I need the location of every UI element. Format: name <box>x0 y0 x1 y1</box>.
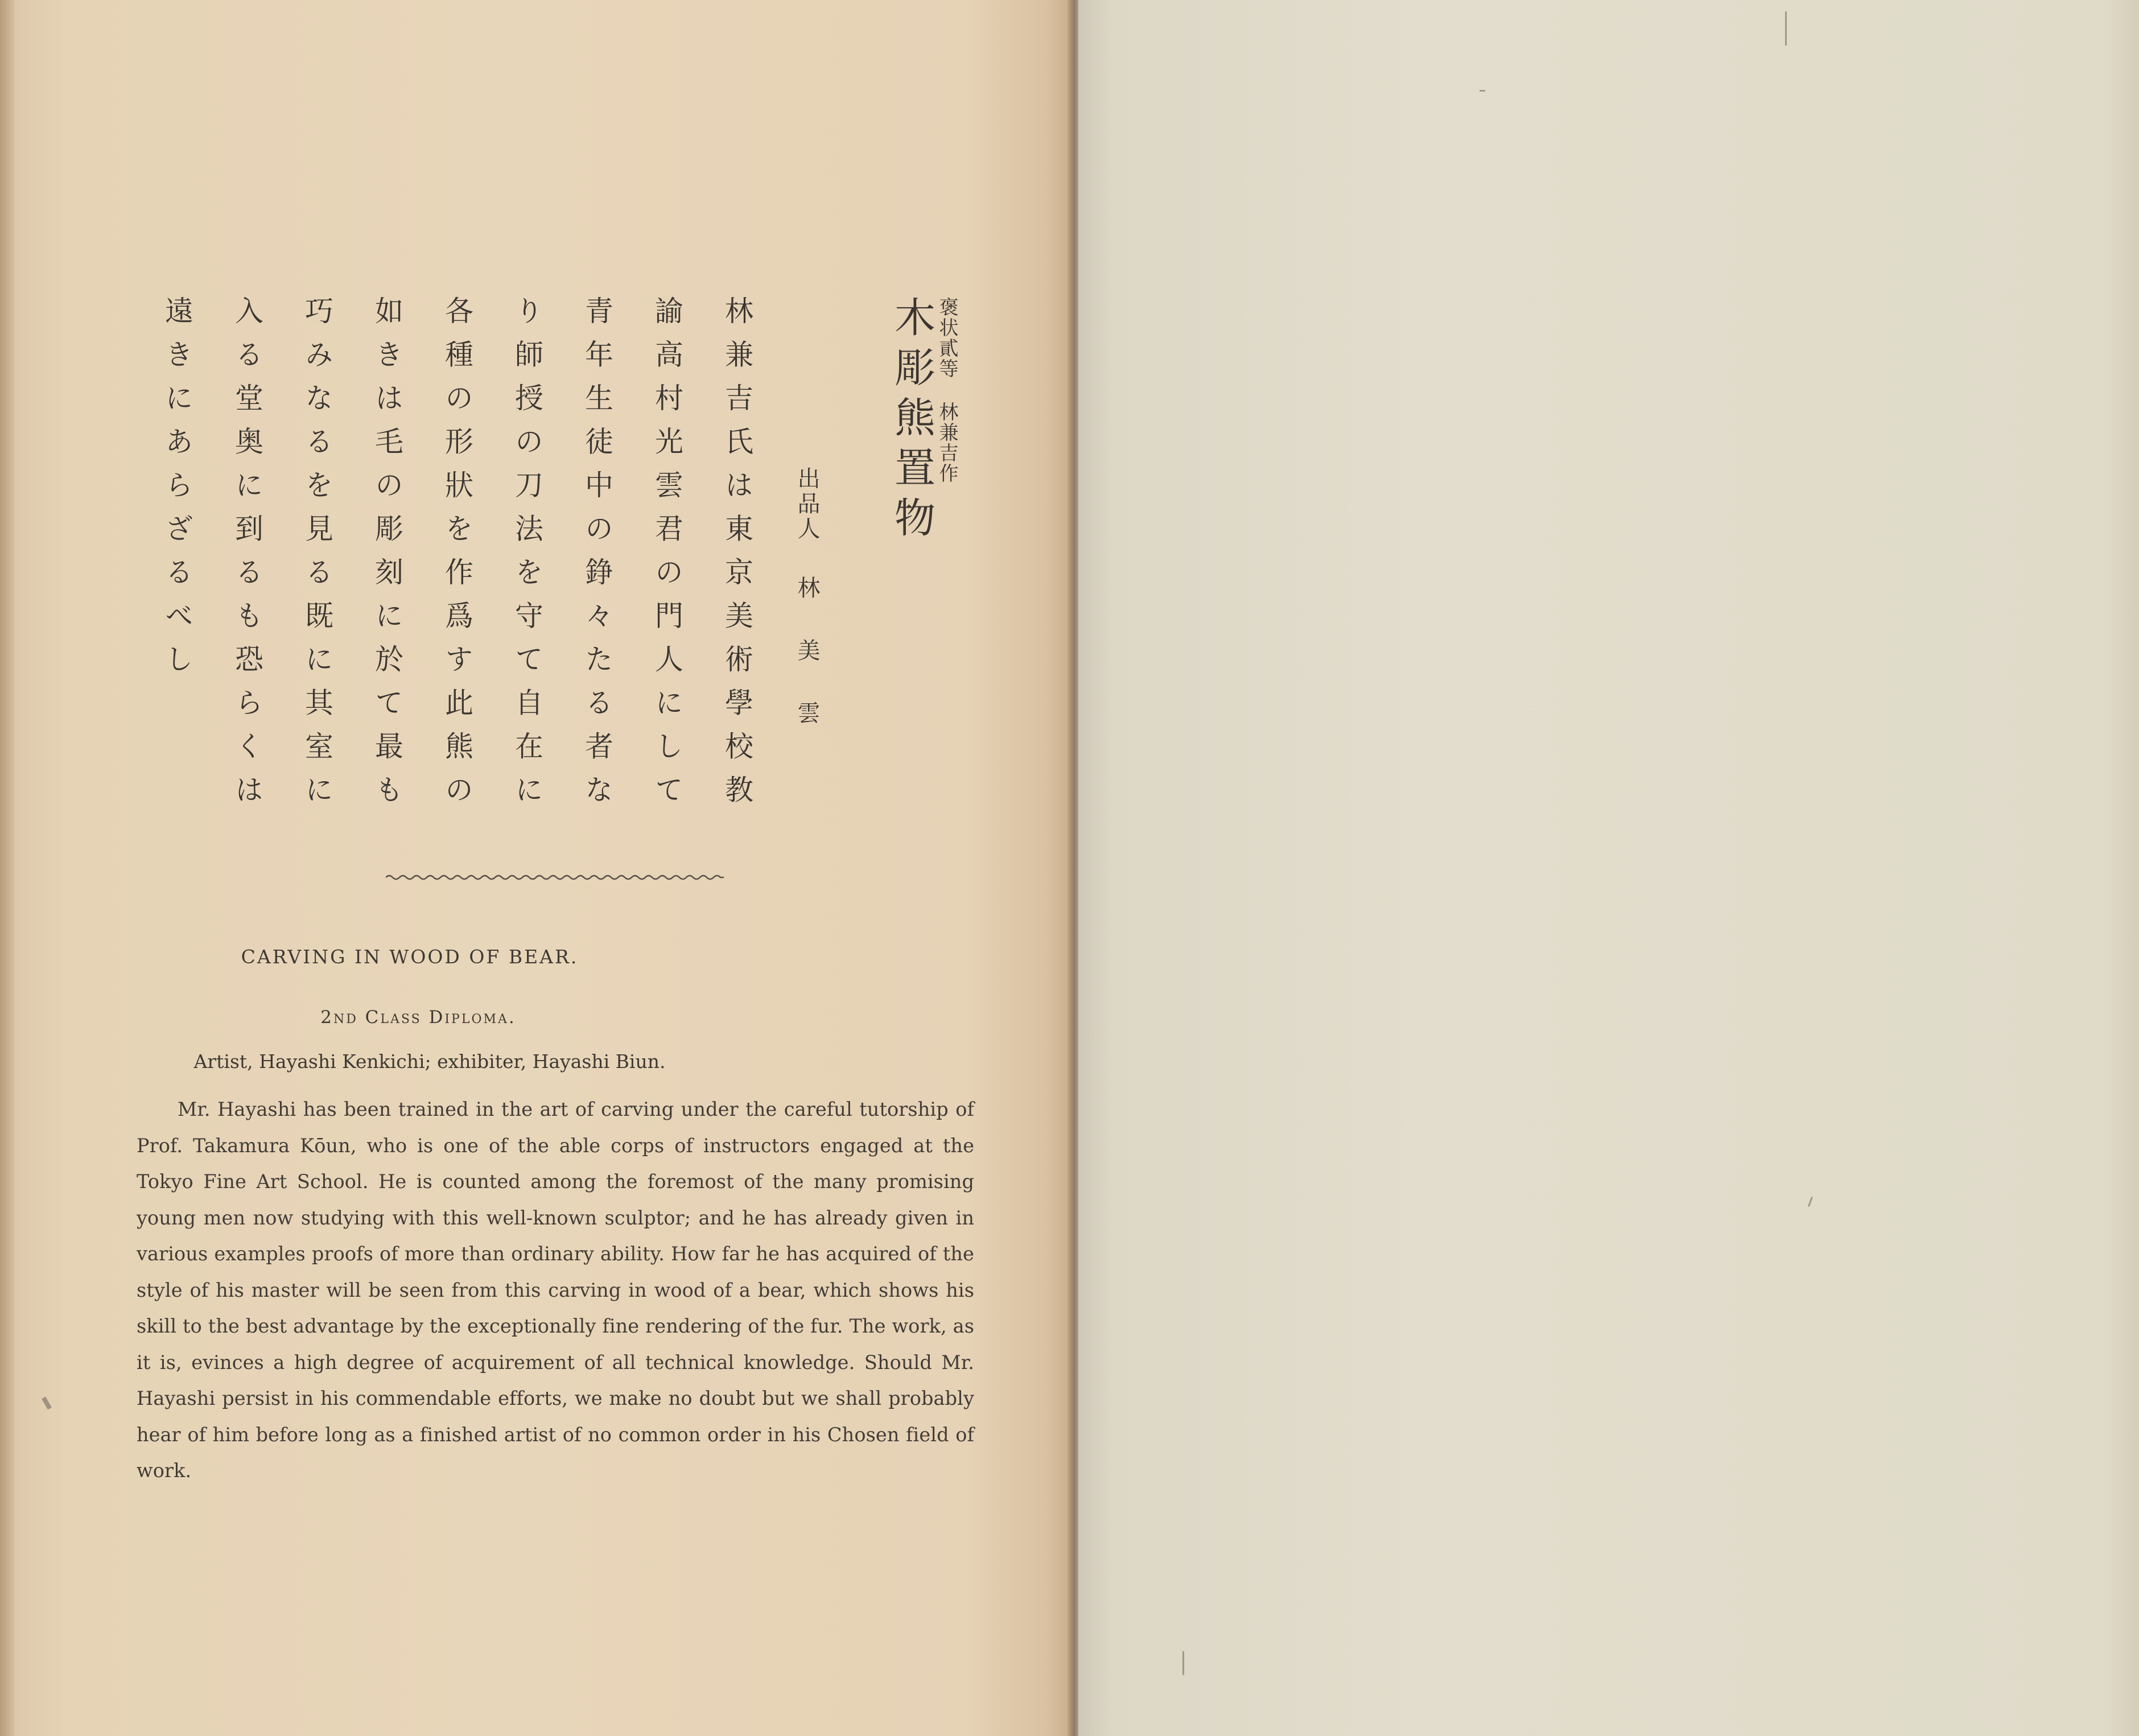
exhibitor-label: 出品人 <box>794 467 820 542</box>
japanese-title: 木彫熊置物 <box>888 296 935 546</box>
body-column: 青年生徒中の錚々たる者な <box>580 296 613 818</box>
paper-blemish <box>42 1396 52 1409</box>
body-column: り師授の刀法を守て自在に <box>510 296 543 818</box>
page-edge <box>0 0 15 1736</box>
body-column: 各種の形狀を作爲す此熊の <box>440 296 473 818</box>
english-title: CARVING IN WOOD OF BEAR. <box>241 946 579 968</box>
body-column: 巧みなるを見る既に其室に <box>300 296 333 818</box>
english-body-paragraph: Mr. Hayashi has been trained in the art of carving under the careful tutorship of Prof. Takamura Kōun, who is one of the able corps of instructors engaged at the Tokyo Fine Art School. He is counted among the foremost of the many promising young men now studying with this well-known sculptor; and he has already given in various examples proofs of more than ordinary ability. How far he has acquired of the style of his master will be seen from this carving in wood of a bear, which shows his skill to the best advantage by the exceptionally fine rendering of the fur. The work, as it is, evinces a high degree of acquirement of all technical knowledge. Should Mr. Hayashi persist in his commendable efforts, we make no doubt but we shall probably hear of him before long as a finished artist of no common order in his Chosen field of work. <box>137 1098 974 1482</box>
paper-blemish <box>1479 90 1485 92</box>
body-column: 遠きにあらざるべし <box>160 296 193 688</box>
wavy-divider <box>386 871 724 884</box>
artist-exhibiter-line: Artist, Hayashi Kenkichi; exhibiter, Hayashi Biun. <box>193 1050 666 1073</box>
diploma-line: 2nd Class Diploma. <box>320 1007 516 1028</box>
body-column: 諭高村光雲君の門人にして <box>650 296 683 818</box>
paper-blemish <box>1785 11 1787 46</box>
exhibitor-column <box>791 467 823 764</box>
right-page-blank <box>1078 0 2139 1736</box>
body-column: 如きは毛の彫刻に於て最も <box>370 296 403 818</box>
award-rank: 褒状貳等 <box>935 297 958 379</box>
paper-blemish <box>1182 1651 1184 1675</box>
artist-credit: 林兼吉作 <box>935 402 958 484</box>
paper-blemish <box>1808 1197 1813 1207</box>
japanese-text-block <box>142 296 984 819</box>
body-column: 林兼吉氏は東京美術學校教 <box>720 296 753 818</box>
exhibitor-name: 林美雲 <box>794 576 820 764</box>
body-column: 入る堂奥に到るも恐らくは <box>230 296 263 818</box>
